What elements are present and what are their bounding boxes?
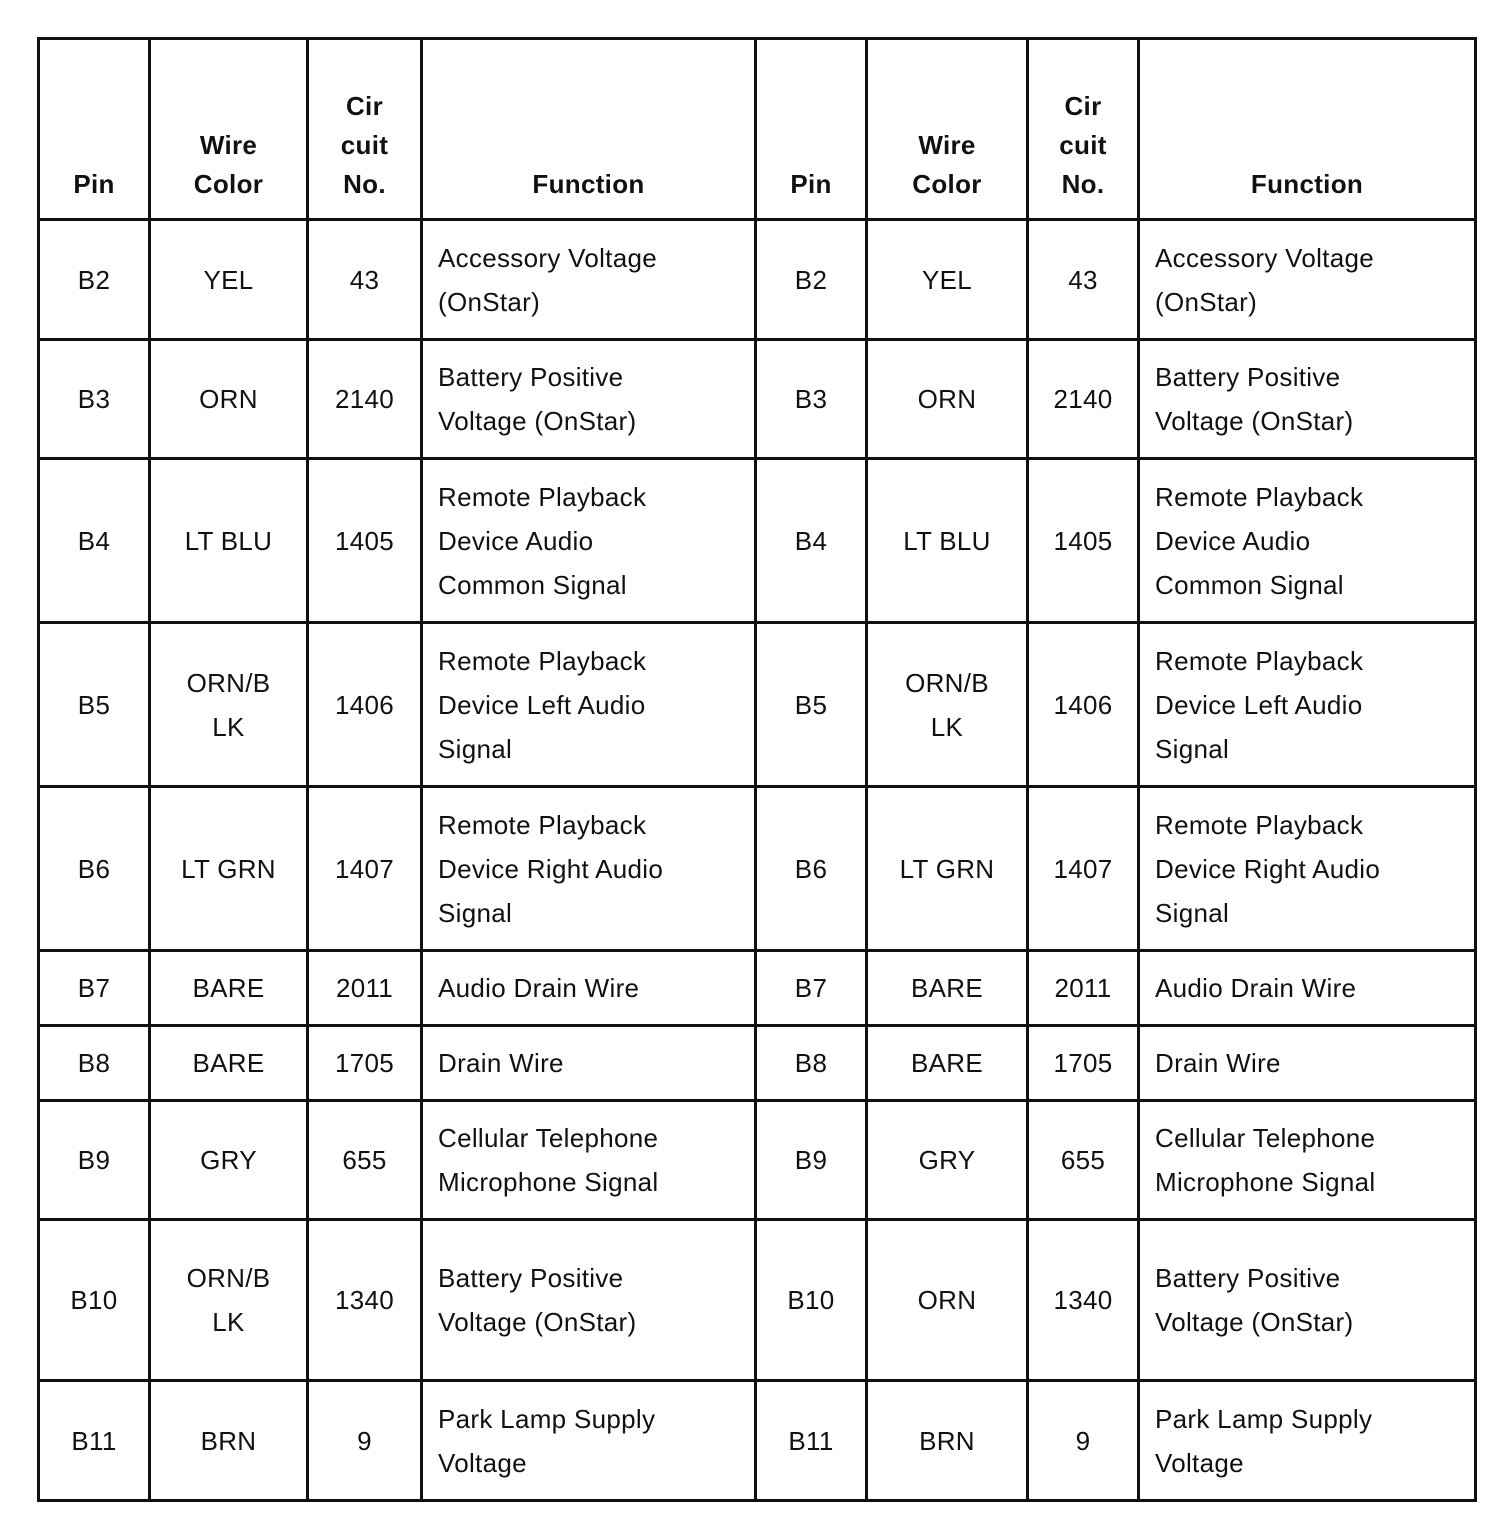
pin-cell-left: B4 [39, 459, 150, 623]
circuit-no-cell-left: 9 [308, 1381, 422, 1501]
wire-color-cell-left: ORN [150, 340, 308, 459]
pin-header-left: Pin [39, 39, 150, 220]
pin-cell-right: B6 [756, 787, 867, 951]
function-header-left: Function [422, 39, 756, 220]
wire-color-cell-left: GRY [150, 1101, 308, 1220]
table-row [39, 1381, 1476, 1501]
pin-cell-left: B8 [39, 1026, 150, 1101]
wire-color-cell-left: ORN/B LK [150, 1220, 308, 1381]
pin-cell-right: B8 [756, 1026, 867, 1101]
circuit-no-cell-right: 9 [1028, 1381, 1139, 1501]
circuit-no-header-right: Cir cuit No. [1028, 39, 1139, 220]
function-cell-right: Battery Positive Voltage (OnStar) [1139, 1220, 1476, 1381]
pin-cell-left: B6 [39, 787, 150, 951]
circuit-no-cell-right: 1407 [1028, 787, 1139, 951]
function-cell-left: Remote Playback Device Left Audio Signal [422, 623, 756, 787]
pin-cell-right: B2 [756, 220, 867, 340]
pin-cell-right: B4 [756, 459, 867, 623]
circuit-no-cell-right: 43 [1028, 220, 1139, 340]
wire-color-cell-right: ORN [867, 1220, 1028, 1381]
wire-color-header-right: Wire Color [867, 39, 1028, 220]
wire-color-cell-left: BARE [150, 951, 308, 1026]
circuit-no-cell-left: 2011 [308, 951, 422, 1026]
wire-color-cell-right: YEL [867, 220, 1028, 340]
function-cell-right: Park Lamp Supply Voltage [1139, 1381, 1476, 1501]
table-row [39, 787, 1476, 951]
pin-cell-left: B2 [39, 220, 150, 340]
circuit-no-cell-left: 1405 [308, 459, 422, 623]
function-cell-right: Drain Wire [1139, 1026, 1476, 1101]
table-row [39, 220, 1476, 340]
function-cell-left: Cellular Telephone Microphone Signal [422, 1101, 756, 1220]
circuit-no-cell-right: 1405 [1028, 459, 1139, 623]
function-cell-left: Accessory Voltage (OnStar) [422, 220, 756, 340]
circuit-no-cell-left: 1406 [308, 623, 422, 787]
function-cell-right: Battery Positive Voltage (OnStar) [1139, 340, 1476, 459]
wire-color-cell-right: LT GRN [867, 787, 1028, 951]
circuit-no-cell-left: 1705 [308, 1026, 422, 1101]
wire-color-cell-right: GRY [867, 1101, 1028, 1220]
wire-color-cell-right: LT BLU [867, 459, 1028, 623]
pin-cell-left: B10 [39, 1220, 150, 1381]
wire-color-cell-left: BARE [150, 1026, 308, 1101]
function-header-right: Function [1139, 39, 1476, 220]
circuit-no-cell-right: 1705 [1028, 1026, 1139, 1101]
pin-cell-left: B5 [39, 623, 150, 787]
function-cell-left: Audio Drain Wire [422, 951, 756, 1026]
function-cell-left: Drain Wire [422, 1026, 756, 1101]
wire-color-header-left: Wire Color [150, 39, 308, 220]
pin-cell-right: B11 [756, 1381, 867, 1501]
wire-color-cell-right: BRN [867, 1381, 1028, 1501]
pin-cell-left: B9 [39, 1101, 150, 1220]
wire-color-cell-left: BRN [150, 1381, 308, 1501]
circuit-no-cell-right: 2140 [1028, 340, 1139, 459]
table-row [39, 459, 1476, 623]
wire-color-cell-right: ORN [867, 340, 1028, 459]
pin-cell-right: B10 [756, 1220, 867, 1381]
pin-cell-left: B11 [39, 1381, 150, 1501]
circuit-no-cell-right: 1340 [1028, 1220, 1139, 1381]
circuit-no-header-left: Cir cuit No. [308, 39, 422, 220]
function-cell-right: Remote Playback Device Right Audio Signal [1139, 787, 1476, 951]
function-cell-left: Battery Positive Voltage (OnStar) [422, 1220, 756, 1381]
function-cell-right: Remote Playback Device Audio Common Signal [1139, 459, 1476, 623]
function-cell-left: Remote Playback Device Right Audio Signal [422, 787, 756, 951]
table-body [39, 220, 1476, 1501]
wire-color-cell-right: BARE [867, 951, 1028, 1026]
circuit-no-cell-left: 1340 [308, 1220, 422, 1381]
wire-color-cell-right: ORN/B LK [867, 623, 1028, 787]
wire-color-cell-left: YEL [150, 220, 308, 340]
table-row [39, 1026, 1476, 1101]
circuit-no-cell-right: 2011 [1028, 951, 1139, 1026]
connector-pinout-table [37, 37, 1477, 1502]
function-cell-left: Park Lamp Supply Voltage [422, 1381, 756, 1501]
wire-color-cell-left: ORN/B LK [150, 623, 308, 787]
table-row [39, 623, 1476, 787]
function-cell-right: Cellular Telephone Microphone Signal [1139, 1101, 1476, 1220]
circuit-no-cell-right: 1406 [1028, 623, 1139, 787]
table-row [39, 1220, 1476, 1381]
function-cell-right: Remote Playback Device Left Audio Signal [1139, 623, 1476, 787]
table-row [39, 1101, 1476, 1220]
circuit-no-cell-left: 43 [308, 220, 422, 340]
pin-cell-left: B7 [39, 951, 150, 1026]
pin-cell-right: B5 [756, 623, 867, 787]
header-row [39, 39, 1476, 220]
function-cell-right: Accessory Voltage (OnStar) [1139, 220, 1476, 340]
wire-color-cell-right: BARE [867, 1026, 1028, 1101]
circuit-no-cell-left: 655 [308, 1101, 422, 1220]
pin-cell-right: B7 [756, 951, 867, 1026]
table-row [39, 340, 1476, 459]
table-row [39, 951, 1476, 1026]
function-cell-right: Audio Drain Wire [1139, 951, 1476, 1026]
wire-color-cell-left: LT BLU [150, 459, 308, 623]
pin-cell-right: B3 [756, 340, 867, 459]
function-cell-left: Battery Positive Voltage (OnStar) [422, 340, 756, 459]
circuit-no-cell-left: 2140 [308, 340, 422, 459]
pin-cell-left: B3 [39, 340, 150, 459]
pin-cell-right: B9 [756, 1101, 867, 1220]
circuit-no-cell-right: 655 [1028, 1101, 1139, 1220]
circuit-no-cell-left: 1407 [308, 787, 422, 951]
pin-header-right: Pin [756, 39, 867, 220]
function-cell-left: Remote Playback Device Audio Common Signal [422, 459, 756, 623]
wire-color-cell-left: LT GRN [150, 787, 308, 951]
